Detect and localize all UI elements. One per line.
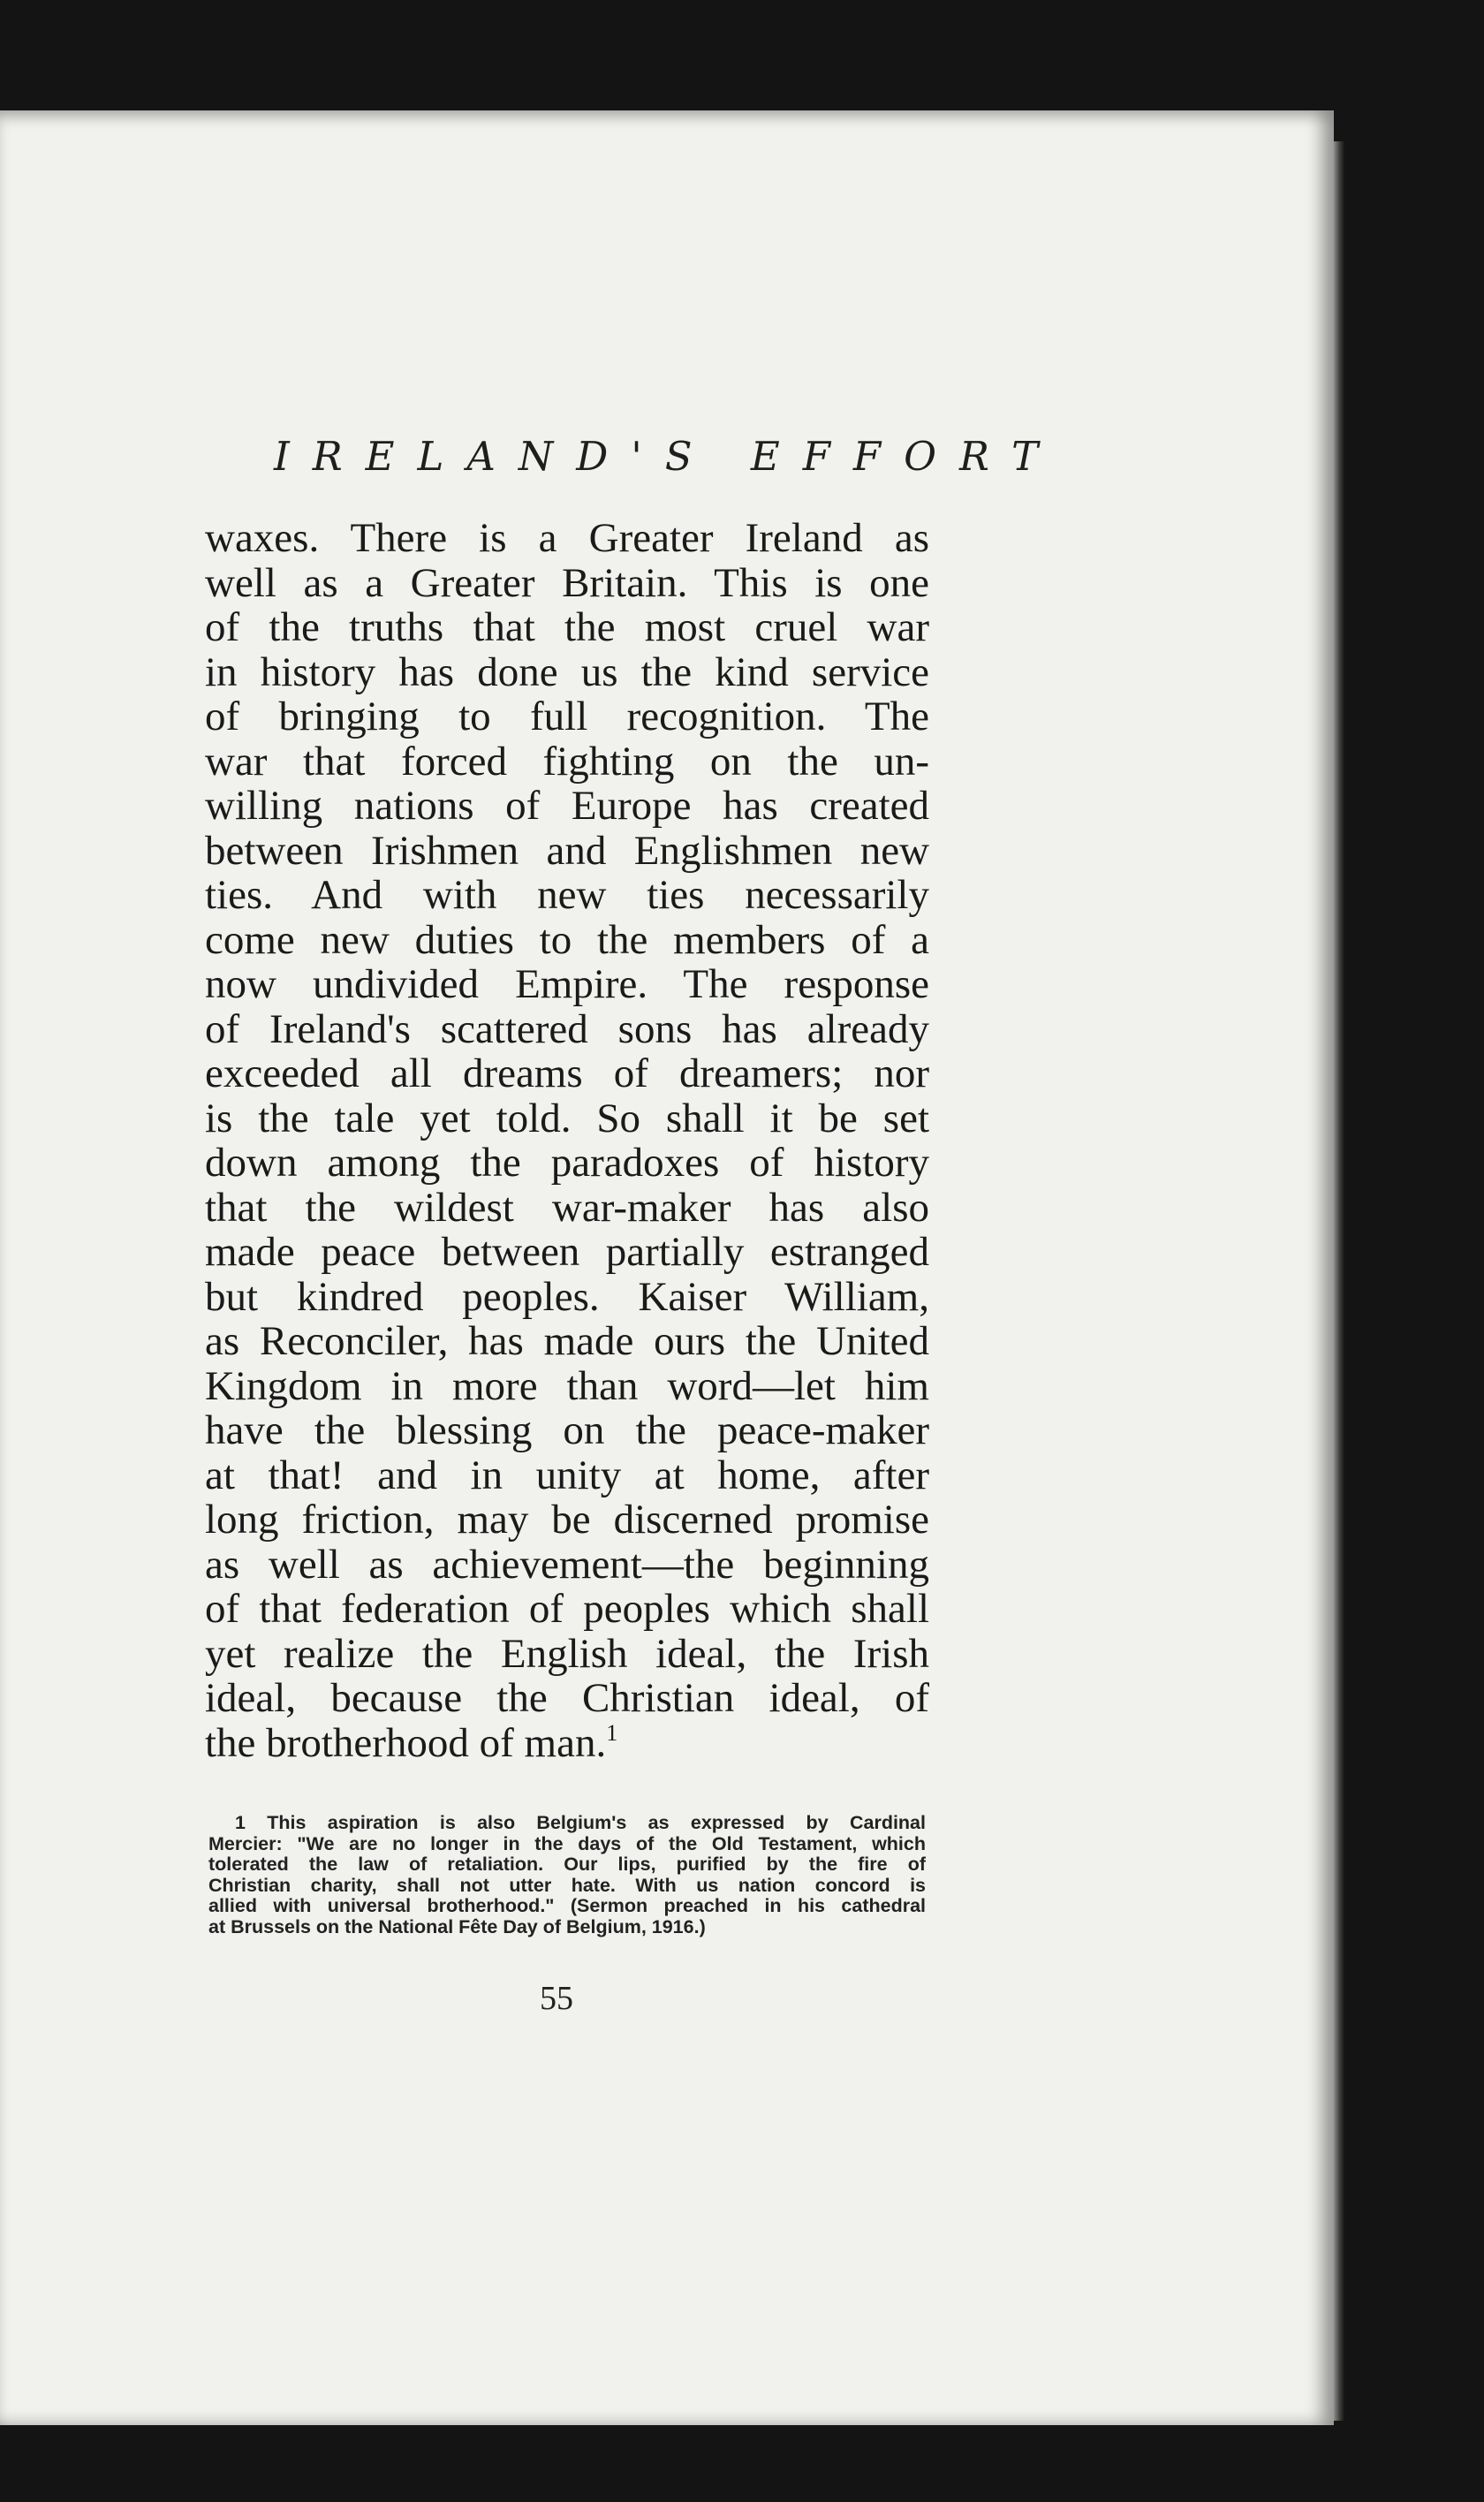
body-line: at that! and in unity at home, after: [205, 1452, 929, 1497]
body-line: as Reconciler, has made ours the United: [205, 1319, 929, 1364]
body-line: come new duties to the members of a: [205, 917, 929, 962]
footnote-reference: 1: [606, 1720, 618, 1746]
body-line: well as a Greater Britain. This is one: [205, 560, 929, 605]
body-line: exceeded all dreams of dreamers; nor: [205, 1051, 929, 1096]
page-number: 55: [540, 1980, 573, 2017]
footnote-line: Mercier: "We are no longer in the days of the Old Testament, which: [208, 1833, 926, 1854]
body-line: as well as achievement—the beginning: [205, 1542, 929, 1587]
body-line: yet realize the English ideal, the Irish: [205, 1631, 929, 1676]
footnote-line: allied with universal brotherhood." (Sermon preached in his cathedral: [208, 1896, 926, 1916]
body-line: of bringing to full recognition. The: [205, 694, 929, 739]
body-line: down among the paradoxes of history: [205, 1141, 929, 1186]
body-line: Kingdom in more than word—let him: [205, 1363, 929, 1408]
body-line: of Ireland's scattered sons has already: [205, 1006, 929, 1051]
body-line: have the blessing on the peace-maker: [205, 1408, 929, 1453]
body-line-last: [205, 1721, 929, 1766]
running-head: IRELAND'S EFFORT: [274, 433, 1062, 480]
body-line: of that federation of peoples which shall: [205, 1587, 929, 1632]
body-line: that the wildest war-maker has also: [205, 1185, 929, 1230]
body-line-last-text: the brotherhood of man.: [205, 1720, 607, 1765]
body-line: ideal, because the Christian ideal, of: [205, 1676, 929, 1721]
footnote-line: 1 This aspiration is also Belgium's as expressed by Cardinal: [235, 1813, 926, 1833]
body-line: long friction, may be discerned promise: [205, 1497, 929, 1543]
body-line: now undivided Empire. The response: [205, 962, 929, 1007]
body-line: between Irishmen and Englishmen new: [205, 828, 929, 873]
body-text: [205, 516, 929, 1765]
footnote-line: Christian charity, shall not utter hate. With us nation concord is: [208, 1875, 926, 1896]
body-line: but kindred peoples. Kaiser William,: [205, 1274, 929, 1319]
body-line: of the truths that the most cruel war: [205, 605, 929, 650]
body-line: willing nations of Europe has created: [205, 784, 929, 829]
body-line: waxes. There is a Greater Ireland as: [205, 516, 929, 561]
body-line: ties. And with new ties necessarily: [205, 873, 929, 918]
body-line: war that forced fighting on the un-: [205, 739, 929, 784]
body-line: in history has done us the kind service: [205, 649, 929, 694]
page-edge: [1334, 141, 1344, 2421]
footnote-line: at Brussels on the National Fête Day of Belgium, 1916.): [208, 1916, 706, 1937]
footnote: [208, 1813, 926, 1937]
body-line: is the tale yet told. So shall it be set: [205, 1096, 929, 1141]
body-line: made peace between partially estranged: [205, 1230, 929, 1275]
footnote-line: tolerated the law of retaliation. Our lips, purified by the fire of: [208, 1854, 926, 1875]
